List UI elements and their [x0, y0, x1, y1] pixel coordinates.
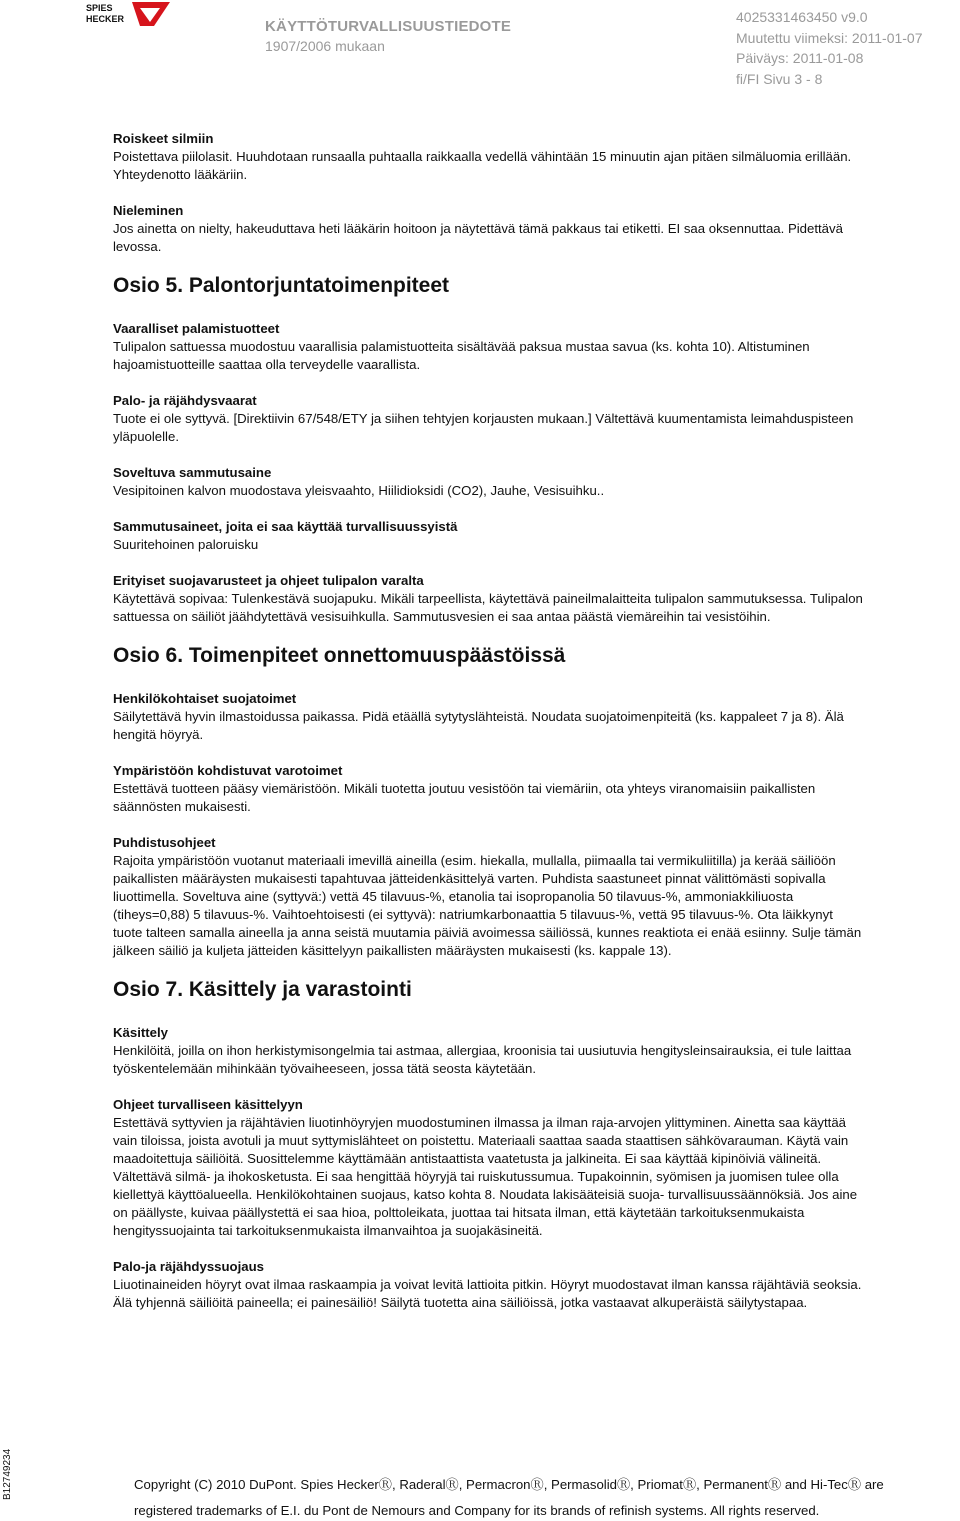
- footer-copyright: Copyright (C) 2010 DuPont. Spies HeckerⓇ, RaderalⓇ, PermacronⓇ, PermasolidⓇ, PriomatⓇ, PermanentⓇ and Hi-TecⓇ are: [134, 1477, 884, 1492]
- footer: [134, 1475, 944, 1521]
- svg-text:HECKER: HECKER: [86, 14, 125, 24]
- text-line: tuote talteen samalla aineella ja anna seistä muutamia päiviä avoimessa säiliössä, kunnes reaktiota ei enää esiinny. Sulje tämän: [113, 925, 862, 940]
- text-line: levossa.: [113, 239, 162, 254]
- text-line: Poistettava piilolasit. Huuhdotaan runsaalla puhtaalla raikkaalla vedellä vähintään 15 minuutin ajan pitäen silmäluomia erillään.: [113, 149, 852, 164]
- subsection: [113, 320, 960, 374]
- subsection: [113, 1096, 960, 1240]
- text-line: hengityssuojainta tai tarkoituksenmukaista ilmanvaihtoa ja suojakäsineitä.: [113, 1223, 543, 1238]
- doc-number: 4025331463450 v9.0: [736, 9, 868, 25]
- text-line: yläpuolelle.: [113, 429, 179, 444]
- text-line: Säilytettävä hyvin ilmastoidussa paikassa. Pidä etäällä sytytyslähteistä. Noudata suojatoimenpiteitä (ks. kappaleet 7 ja 8). Älä: [113, 709, 844, 724]
- section-eye-contact: [113, 130, 960, 184]
- side-code-text: B12749234: [2, 1448, 13, 1500]
- text-line: sattuessa on säiliöt jäähdytettävä vesisuihkulla. Sammutusvesien ei saa antaa päästä viemäreihin tai vesistöihin.: [113, 609, 771, 624]
- subsection-heading: Nieleminen: [113, 203, 184, 218]
- text-line: Estettävä syttyvien ja räjähtävien liuotinhöyryjen muodostuminen ilmassa ja ilman raja-arvojen ylittyminen. Ainetta saa käyttää: [113, 1115, 847, 1130]
- text-line: hajoamistuotteille saattaa olla terveydelle vaarallista.: [113, 357, 421, 372]
- side-document-code: [2, 1440, 14, 1500]
- header-meta: [736, 7, 923, 89]
- text-line: Estettävä tuotteen pääsy viemäristöön. Mikäli tuotetta joutuu vesistöön tai viemäriin, ota yhteys viranomaisiin paikallisten: [113, 781, 816, 796]
- subsection: [113, 1258, 960, 1312]
- subsection: [113, 572, 960, 626]
- subsection-heading: Henkilökohtaiset suojatoimet: [113, 691, 297, 706]
- text-line: liuottimella. Soveltuva aine (syttyvä:) vettä 45 tilavuus-%, etanolia tai isopropanolia 50 tilavuus-%, ammoniakkiliuosta: [113, 889, 794, 904]
- subsection-heading: Vaaralliset palamistuotteet: [113, 321, 280, 336]
- subsection: [113, 518, 960, 554]
- text-line: Yhteydenotto lääkäriin.: [113, 167, 248, 182]
- text-line: Älä tyhjennä säiliöitä paineella; ei painesäiliö! Säilytä tuotetta aina säiliöissä, jotka vastaavat alkuperäistä säilytystapaa.: [113, 1295, 808, 1310]
- subsection: [113, 1024, 960, 1078]
- text-line: Henkilöitä, joilla on ihon herkistymisongelmia tai astmaa, allergiaa, kroonisia tai uusiutuvia hengitysleinsairauksia, ei tule laittaa: [113, 1043, 852, 1058]
- document-title: KÄYTTÖTURVALLISUUSTIEDOTE: [265, 18, 512, 35]
- modified-date: Muutettu viimeksi: 2011-01-07: [736, 29, 923, 46]
- issue-date: Päiväys: 2011-01-08: [736, 50, 864, 66]
- subsection-heading: Soveltuva sammutusaine: [113, 465, 272, 480]
- text-line: Käytettävä sopivaa: Tulenkestävä suojapuku. Mikäli tarpeellista, käytettävä paineilmalaitteita tulipalon sammutuksessa. Tulipalon: [113, 591, 863, 606]
- subsection: [113, 690, 960, 744]
- subsection: [113, 464, 960, 500]
- section-ingestion: [113, 202, 960, 256]
- subsection-heading: Puhdistusohjeet: [113, 835, 216, 850]
- text-line: säännösten mukaisesti.: [113, 799, 251, 814]
- page-number: fi/FI Sivu 3 - 8: [736, 70, 823, 87]
- text-line: maadoitettuja säiliöitä. Suosittelemme käyttämään antistaattista vaatetusta ja jalkineita. Ei saa käyttää kipinöiviä välineitä.: [113, 1151, 822, 1166]
- text-line: paikallisten määräysten mukaisesti tapahtuvaa jätteidenkäsittelyä varten. Puhdista saastuneet pinnat välittömästi sopivalla: [113, 871, 826, 886]
- text-line: Suuritehoinen paloruisku: [113, 537, 259, 552]
- spies-hecker-logo: [84, 0, 172, 28]
- text-line: hengitä höyryä.: [113, 727, 204, 742]
- subsection: [113, 762, 960, 816]
- footer-trademarks: registered trademarks of E.I. du Pont de Nemours and Company for its brands of refinish systems. All rights reserved.: [134, 1503, 820, 1518]
- text-line: Rajoita ympäristöön vuotanut materiaali imevillä aineilla (esim. hiekalla, mullalla, piimaalla tai vermikuliitilla) ja kerää säiliöön: [113, 853, 836, 868]
- section-title: Osio 7. Käsittely ja varastointi: [113, 978, 412, 1001]
- text-line: Vältettävä silmä- ja ihokosketusta. Ei saa hengittää höyryjä tai ruiskutussumua. Tupakoinnin, syömisen ja juomisen tulee olla: [113, 1169, 839, 1184]
- subsection-heading: Erityiset suojavarusteet ja ohjeet tulipalon varalta: [113, 573, 424, 588]
- text-line: Tulipalon sattuessa muodostuu vaarallisia palamistuotteita sisältävää paksua mustaa savua (ks. kohta 10). Altistuminen: [113, 339, 810, 354]
- subsection: [113, 834, 960, 960]
- subsection: [113, 392, 960, 446]
- subsection-heading: Ohjeet turvalliseen käsittelyyn: [113, 1097, 303, 1112]
- document-subtitle: 1907/2006 mukaan: [265, 38, 385, 54]
- text-line: Vesipitoinen kalvon muodostava yleisvaahto, Hiilidioksidi (CO2), Jauhe, Vesisuihku..: [113, 483, 605, 498]
- text-line: on päällyste, kuivaa päällystettä ei saa hioa, polttoleikata, juottaa tai hitsata ilman, että käytetään tarkoituksenmukaista: [113, 1205, 805, 1220]
- section-title: Osio 6. Toimenpiteet onnettomuuspäästöissä: [113, 644, 566, 667]
- subsection-heading: Ympäristöön kohdistuvat varotoimet: [113, 763, 343, 778]
- text-line: työskentelemään mihinkään työvaiheeseen, jossa tätä seosta käytetään.: [113, 1061, 536, 1076]
- text-line: vain tiloissa, joista avotuli ja muut syttymislähteet on poistettu. Materiaali saattaa saada staattisen sähkövarauman. Käytä vain: [113, 1133, 849, 1148]
- subsection-heading: Palo-ja räjähdyssuojaus: [113, 1259, 264, 1274]
- text-line: Liuotinaineiden höyryt ovat ilmaa raskaampia ja voivat levitä lattioita pitkin. Höyryt muodostavat ilman kanssa räjähtäviä seoksia.: [113, 1277, 862, 1292]
- document-body: [113, 130, 960, 1330]
- section-title: Osio 5. Palontorjuntatoimenpiteet: [113, 274, 450, 297]
- text-line: jälkeen säiliö ja kuljeta jätteiden käsittelyyn paikallisten määräysten mukaisesti (ks. kappale 13).: [113, 943, 672, 958]
- text-line: kiellettyä käyttöalueella. Henkilökohtainen suojaus, katso kohta 8. Noudata lakisääteisiä suoja- turvallisuussäännöksiä. Jos aine: [113, 1187, 858, 1202]
- text-line: Tuote ei ole syttyvä. [Direktiivin 67/548/ETY ja siihen tehtyjen korjausten mukaan.] Vältettävä kuumentamista leimahduspisteen: [113, 411, 854, 426]
- subsection-heading: Käsittely: [113, 1025, 168, 1040]
- subsection-heading: Roiskeet silmiin: [113, 131, 214, 146]
- svg-text:SPIES: SPIES: [86, 3, 113, 13]
- subsection-heading: Sammutusaineet, joita ei saa käyttää turvallisuussyistä: [113, 519, 458, 534]
- text-line: Jos ainetta on nielty, hakeuduttava heti lääkärin hoitoon ja näytettävä tämä pakkaus tai etiketti. EI saa oksennuttaa. Pidettävä: [113, 221, 843, 236]
- subsection-heading: Palo- ja räjähdysvaarat: [113, 393, 257, 408]
- text-line: (tiheys=0,88) 5 tilavuus-%. Vaihtoehtoisesti (ei syttyvä): natriumkarbonaattia 5 tilavuus-%, vettä 95 tilavuus-%. Ota läikkynyt: [113, 907, 833, 922]
